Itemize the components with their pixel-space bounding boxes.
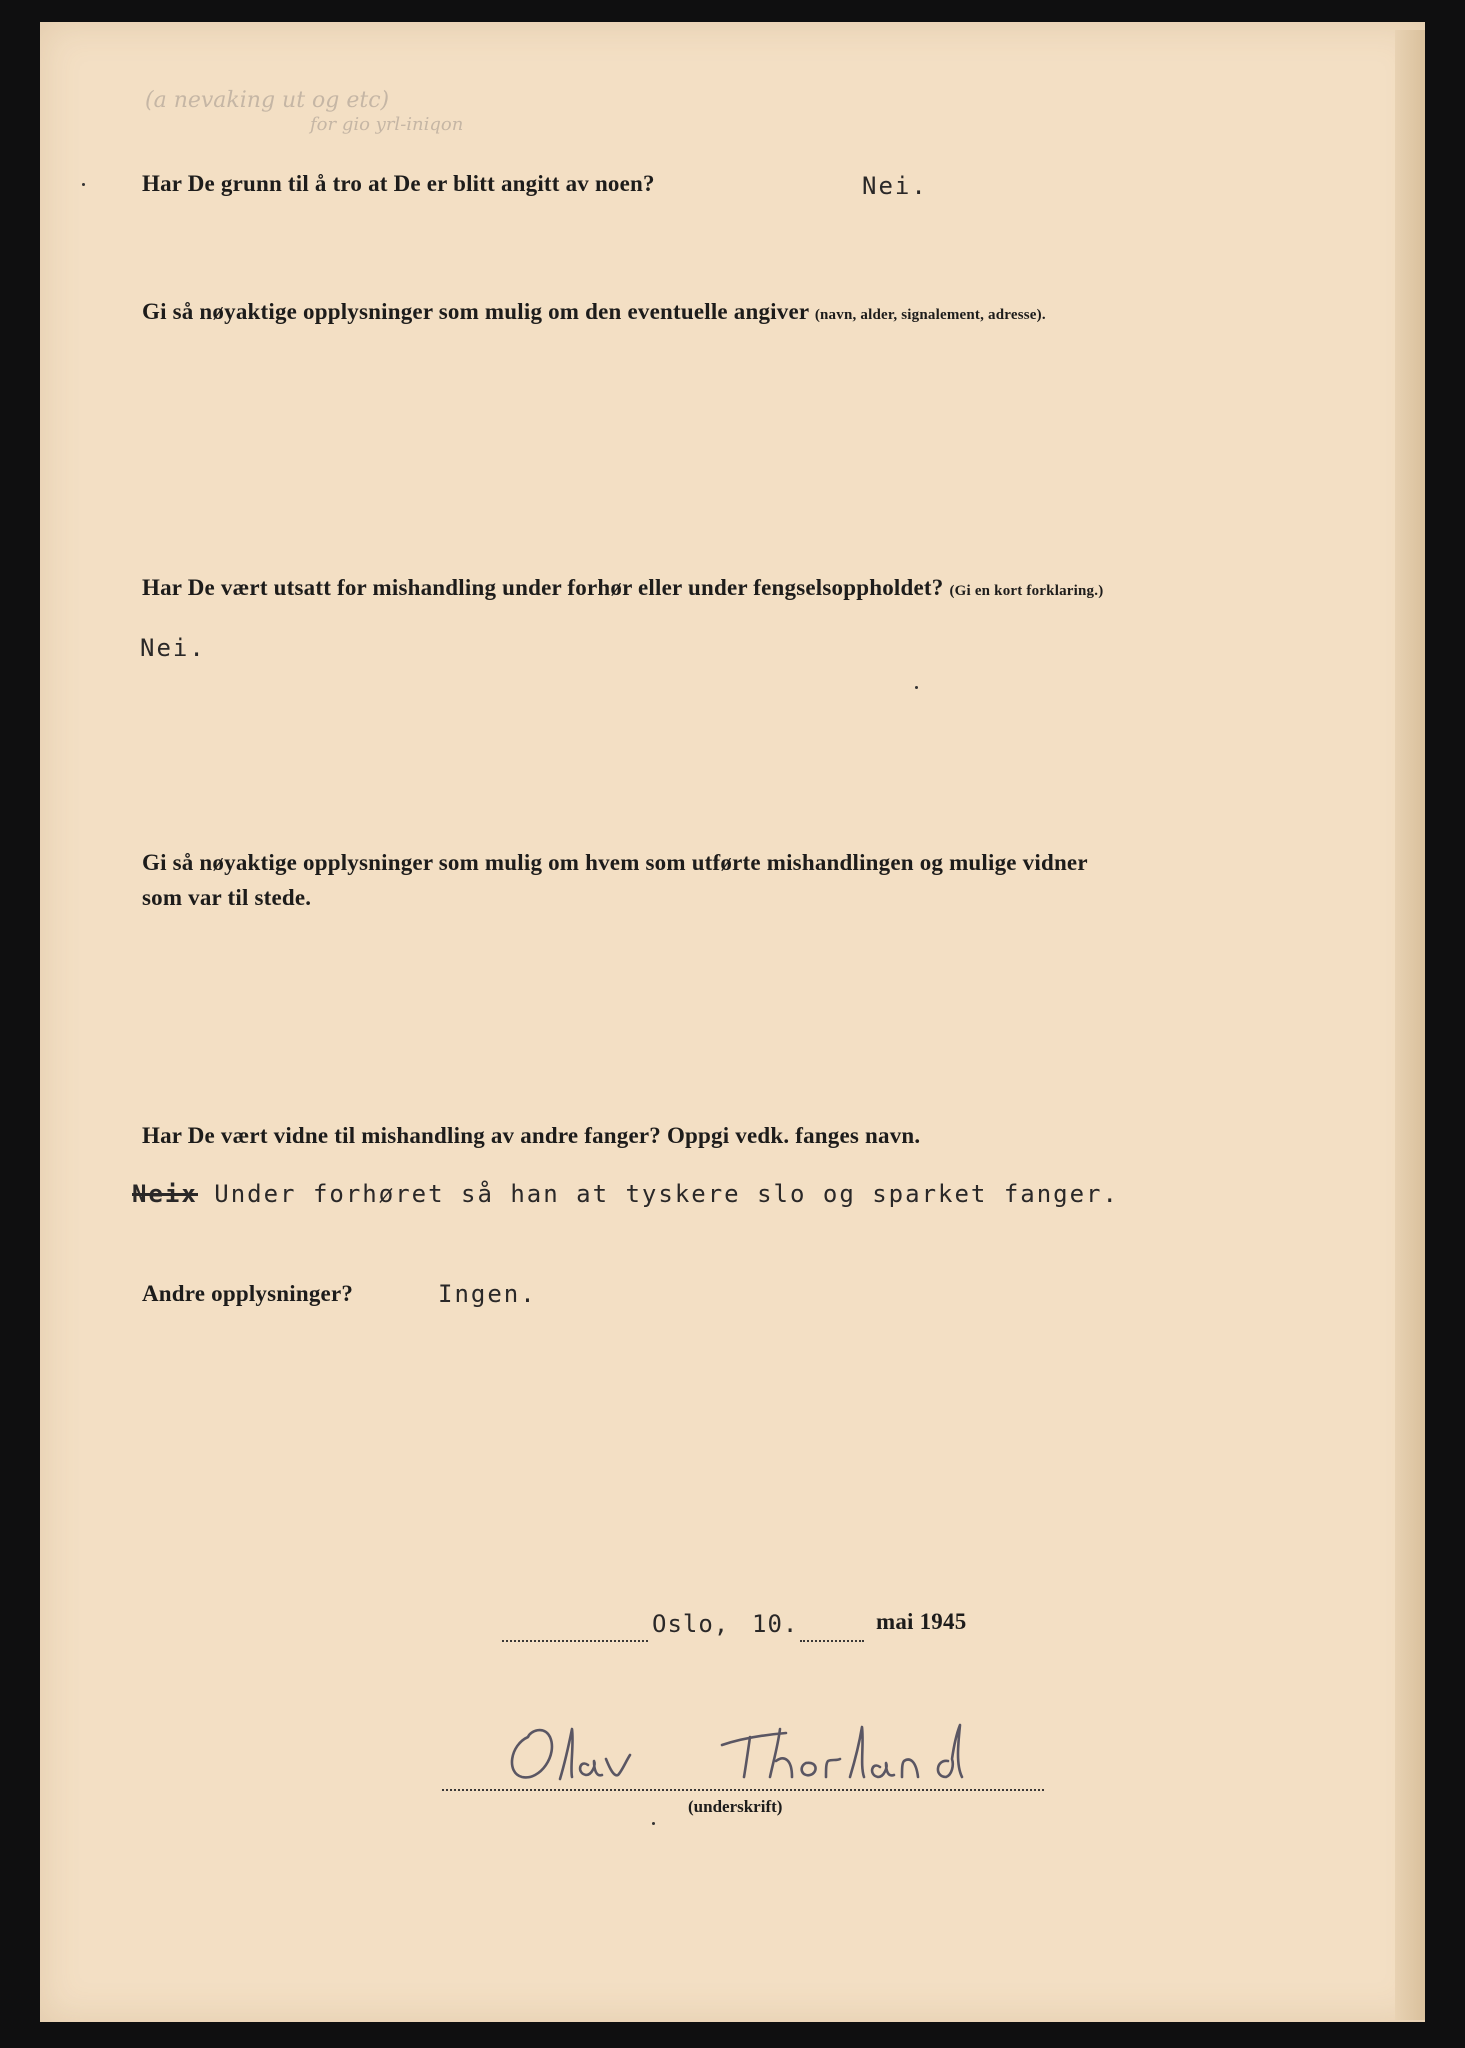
answer-angitt: Nei. — [862, 172, 928, 200]
answer-mishandling: Nei. — [140, 634, 206, 662]
date-month-year: mai 1945 — [876, 1609, 967, 1634]
date-place: Oslo, — [652, 1610, 730, 1638]
question-utforte-line2: som var til stede. — [142, 885, 312, 910]
question-mishandling — [142, 570, 1103, 609]
speck — [915, 686, 918, 689]
answer-vidne — [132, 1180, 1119, 1208]
date-dotted-line-left — [502, 1640, 648, 1642]
date-dotted-line-right — [800, 1640, 864, 1642]
question-vidne: Har De vært vidne til mishandling av andre fanger? Oppgi vedk. fanges navn. — [142, 1123, 921, 1148]
pencil-note-line1: (a nevaking ut og etc) — [145, 88, 390, 113]
answer-vidne-struck: Neix — [132, 1180, 198, 1208]
pencil-note-line2: for gio yrl-iniqon — [310, 114, 464, 135]
question-andre: Andre opplysninger? — [142, 1281, 354, 1306]
speck — [82, 183, 85, 186]
answer-andre: Ingen. — [438, 1280, 537, 1308]
answer-vidne-text: Under forhøret så han at tyskere slo og sparket fanger. — [214, 1180, 1119, 1208]
question-mishandling-note: (Gi en kort forklaring.) — [949, 583, 1104, 599]
question-mishandling-text: Har De vært utsatt for mishandling under forhør eller under fengselsoppholdet? — [142, 575, 944, 600]
question-angiver-note: (navn, alder, signalement, adresse). — [814, 307, 1046, 323]
paper-edge — [1395, 30, 1425, 2020]
signature-caption: (underskrift) — [688, 1797, 783, 1816]
date-day: 10. — [752, 1610, 799, 1638]
handwritten-signature — [500, 1715, 1060, 1795]
speck — [652, 1822, 655, 1825]
question-angiver-text: Gi så nøyaktige opplysninger som mulig om den eventuelle angiver — [142, 299, 809, 324]
question-angiver — [142, 294, 1046, 333]
signature-dotted-line — [442, 1789, 1044, 1791]
question-utforte-line1: Gi så nøyaktige opplysninger som mulig om hvem som utførte mishandlingen og mulige vidner — [142, 850, 1088, 875]
question-angitt: Har De grunn til å tro at De er blitt angitt av noen? — [142, 171, 655, 196]
